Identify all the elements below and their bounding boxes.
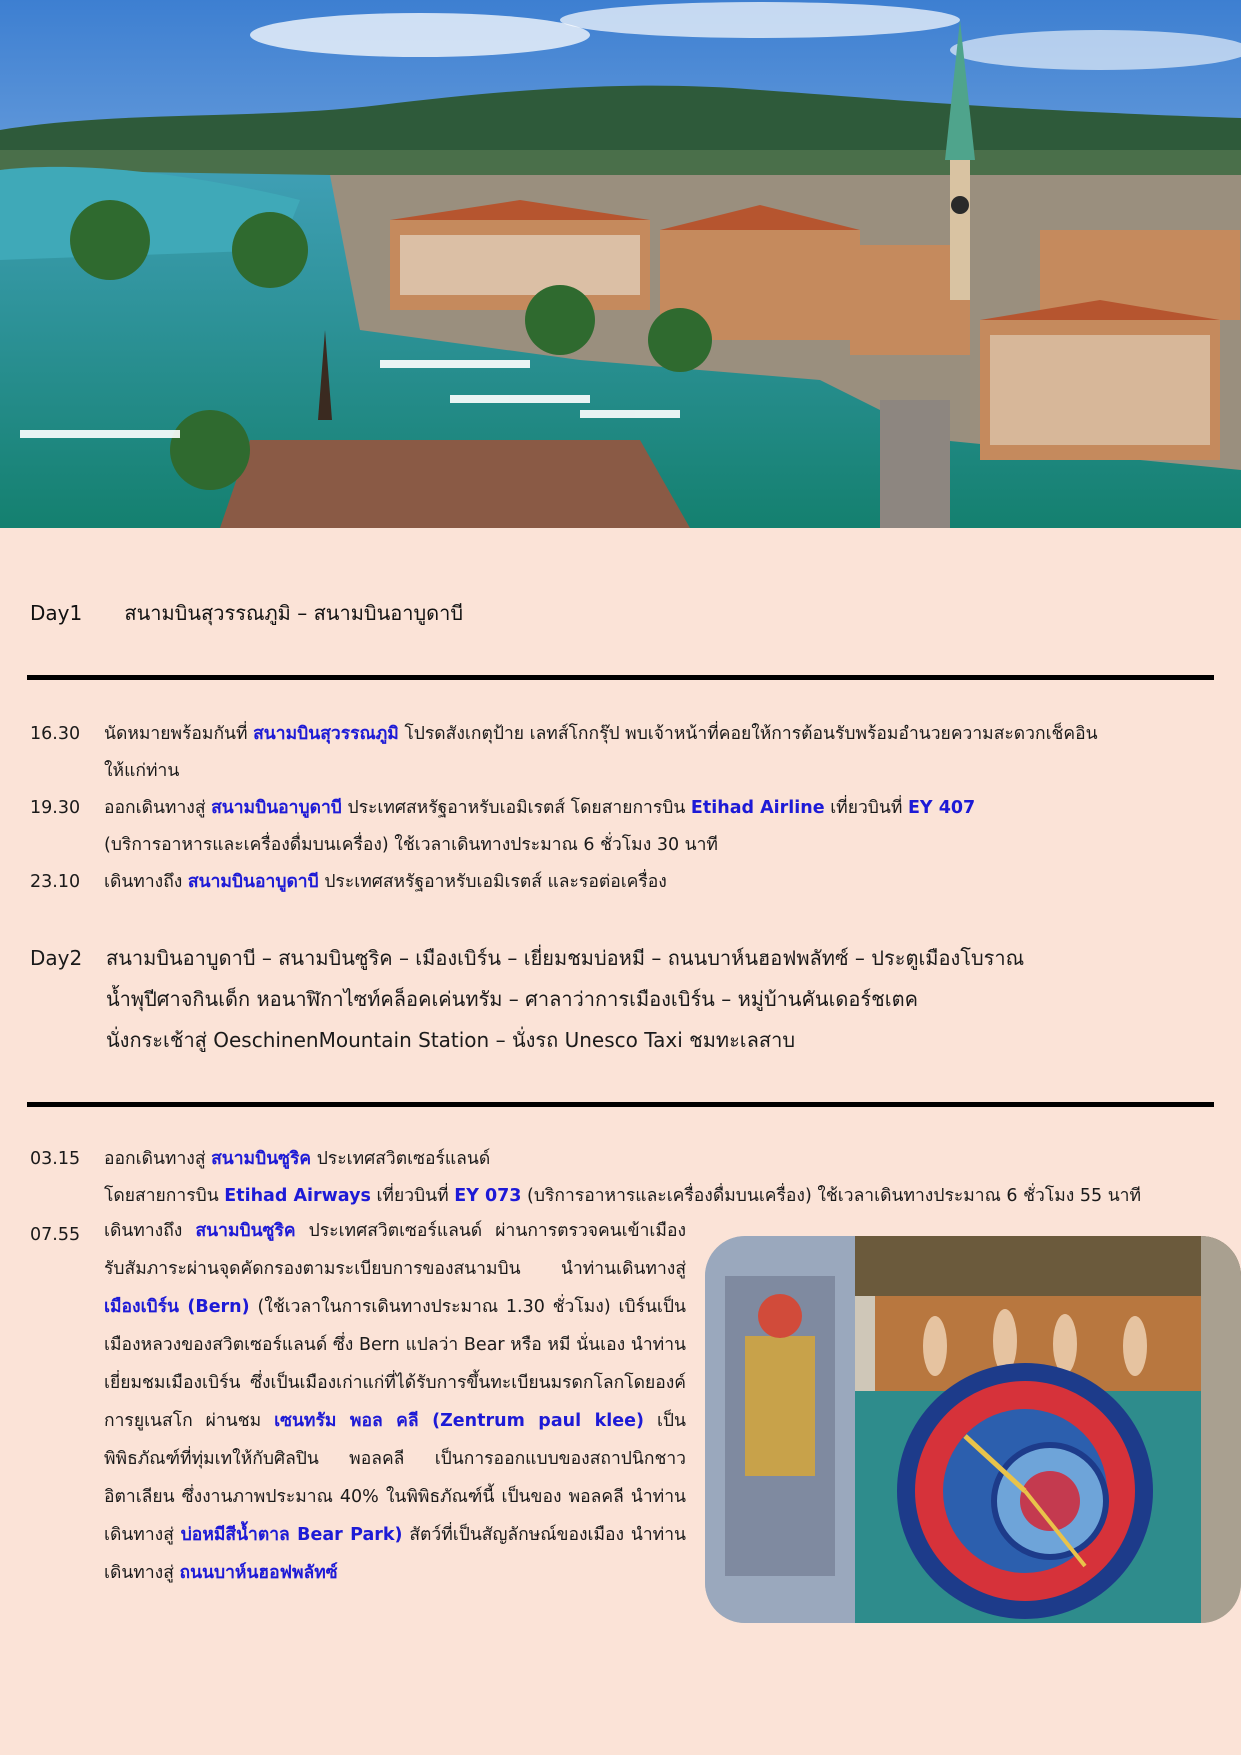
row-text: ให้แก่ท่าน: [104, 761, 180, 781]
row-text: ออกเดินทางสู่ สนามบินอาบูดาบี ประเทศสหรัฐอาหรับเอมิเรตส์ โดยสายการบิน Etihad Airline เที่ยวบินที่ EY 407: [104, 798, 976, 818]
highlight-term: เซนทรัม พอล คลี (Zentrum paul klee): [274, 1411, 644, 1431]
time-label: 03.15: [30, 1149, 81, 1169]
zurich-cityscape-image: [0, 0, 1241, 528]
highlight-term: เมืองเบิร์น (Bern): [104, 1297, 250, 1317]
row-text: นัดหมายพร้อมกันที่ สนามบินสุวรรณภูมิ โปรดสังเกตุป้าย เลทส์โกกรุ๊ป พบเจ้าหน้าที่คอยให้การต้อนรับพร้อมอำนวยความสะดวกเช็คอิน: [104, 724, 1098, 744]
day1-route: สนามบินสุวรรณภูมิ – สนามบินอาบูดาบี: [124, 601, 464, 625]
day2-route-line: นั่งกระเช้าสู่ OeschinenMountain Station – นั่งรถ Unesco Taxi ชมทะเลสาบ: [106, 1028, 796, 1052]
highlight-term: Etihad Airways: [224, 1186, 371, 1206]
zytglogge-clock-photo: [705, 1236, 1241, 1623]
day1-divider: [27, 675, 1214, 680]
time-label: 16.30: [30, 724, 81, 744]
day2-label: Day2: [30, 946, 83, 970]
highlight-term: Etihad Airline: [690, 798, 825, 818]
highlight-term: สนามบินสุวรรณภูมิ: [253, 724, 399, 744]
highlight-term: สนามบินซูริค: [211, 1149, 312, 1169]
highlight-term: EY 407: [907, 798, 976, 818]
highlight-term: สนามบินอาบูดาบี: [187, 872, 319, 892]
day2-route-line: สนามบินอาบูดาบี – สนามบินซูริค – เมืองเบิร์น – เยี่ยมชมบ่อหมี – ถนนบาห์นฮอฟพลัทซ์ – ประตูเมืองโบราณ: [106, 946, 1025, 970]
time-label: 19.30: [30, 798, 81, 818]
highlight-term: สนามบินอาบูดาบี: [211, 798, 342, 818]
row-text: โดยสายการบิน Etihad Airways เที่ยวบินที่ EY 073 (บริการอาหารและเครื่องดื่มบนเครื่อง) ใช้เวลาเดินทางประมาณ 6 ชั่วโมง 55 นาที: [104, 1186, 1142, 1206]
day2-divider: [27, 1102, 1214, 1107]
highlight-term: สนามบินซูริค: [195, 1221, 296, 1241]
row-text: เดินทางถึง สนามบินอาบูดาบี ประเทศสหรัฐอาหรับเอมิเรตส์ และรอต่อเครื่อง: [104, 872, 667, 892]
highlight-term: ถนนบาห์นฮอฟพลัทซ์: [179, 1563, 338, 1583]
highlight-term: EY 073: [454, 1186, 522, 1206]
time-label: 07.55: [30, 1225, 81, 1245]
day2-route: [106, 938, 1024, 1061]
astronomical-clock-image: [705, 1236, 1241, 1623]
day1-header: [30, 593, 463, 634]
day1-label: Day1: [30, 601, 83, 625]
day2-row-0755-paragraph: เดินทางถึง สนามบินซูริค ประเทศสวิตเซอร์แลนด์ ผ่านการตรวจคนเข้าเมือง รับสัมภาระผ่านจุดคัดกรองตามระเบียบการของสนามบิน นำท่านเดินทางสู่ เมืองเบิร์น (Bern) (ใช้เวลาในการเดินทางประมาณ 1.30 ชั่วโมง) เบิร์นเป็นเมืองหลวงของสวิตเซอร์แลนด์ ซึ่ง Bern แปลว่า Bear หรือ หมี นั่นเอง นำท่านเยี่ยมชมเมืองเบิร์น ซึ่งเป็นเมืองเก่าแก่ที่ได้รับการขึ้นทะเบียนมรดกโลกโดยองค์การยูเนสโก ผ่านชม เซนทรัม พอล คลี (Zentrum paul klee) เป็นพิพิธภัณฑ์ที่ทุ่มเทให้กับศิลปิน พอลคลี เป็นการออกแบบของสถาปนิกชาวอิตาเลียน ซึ่งงานภาพประมาณ 40% ในพิพิธภัณฑ์นี้ เป็นของ พอลคลี นำท่านเดินทางสู่ บ่อหมีสีน้ำตาล Bear Park) สัตว์ที่เป็นสัญลักษณ์ของเมือง นำท่านเดินทางสู่ ถนนบาห์นฮอฟพลัทซ์: [104, 1221, 687, 1583]
row-text: ออกเดินทางสู่ สนามบินซูริค ประเทศสวิตเซอร์แลนด์: [104, 1149, 491, 1169]
time-label: 23.10: [30, 872, 81, 892]
hero-photo-zurich: [0, 0, 1241, 528]
row-text: (บริการอาหารและเครื่องดื่มบนเครื่อง) ใช้เวลาเดินทางประมาณ 6 ชั่วโมง 30 นาที: [104, 835, 718, 855]
day2-route-line: น้ำพุปีศาจกินเด็ก หอนาฬิกาไซท์คล็อคเค่นทรัม – ศาลาว่าการเมืองเบิร์น – หมู่บ้านคันเดอร์ชเตค: [106, 987, 918, 1011]
highlight-term: บ่อหมีสีน้ำตาล Bear Park): [180, 1525, 403, 1545]
